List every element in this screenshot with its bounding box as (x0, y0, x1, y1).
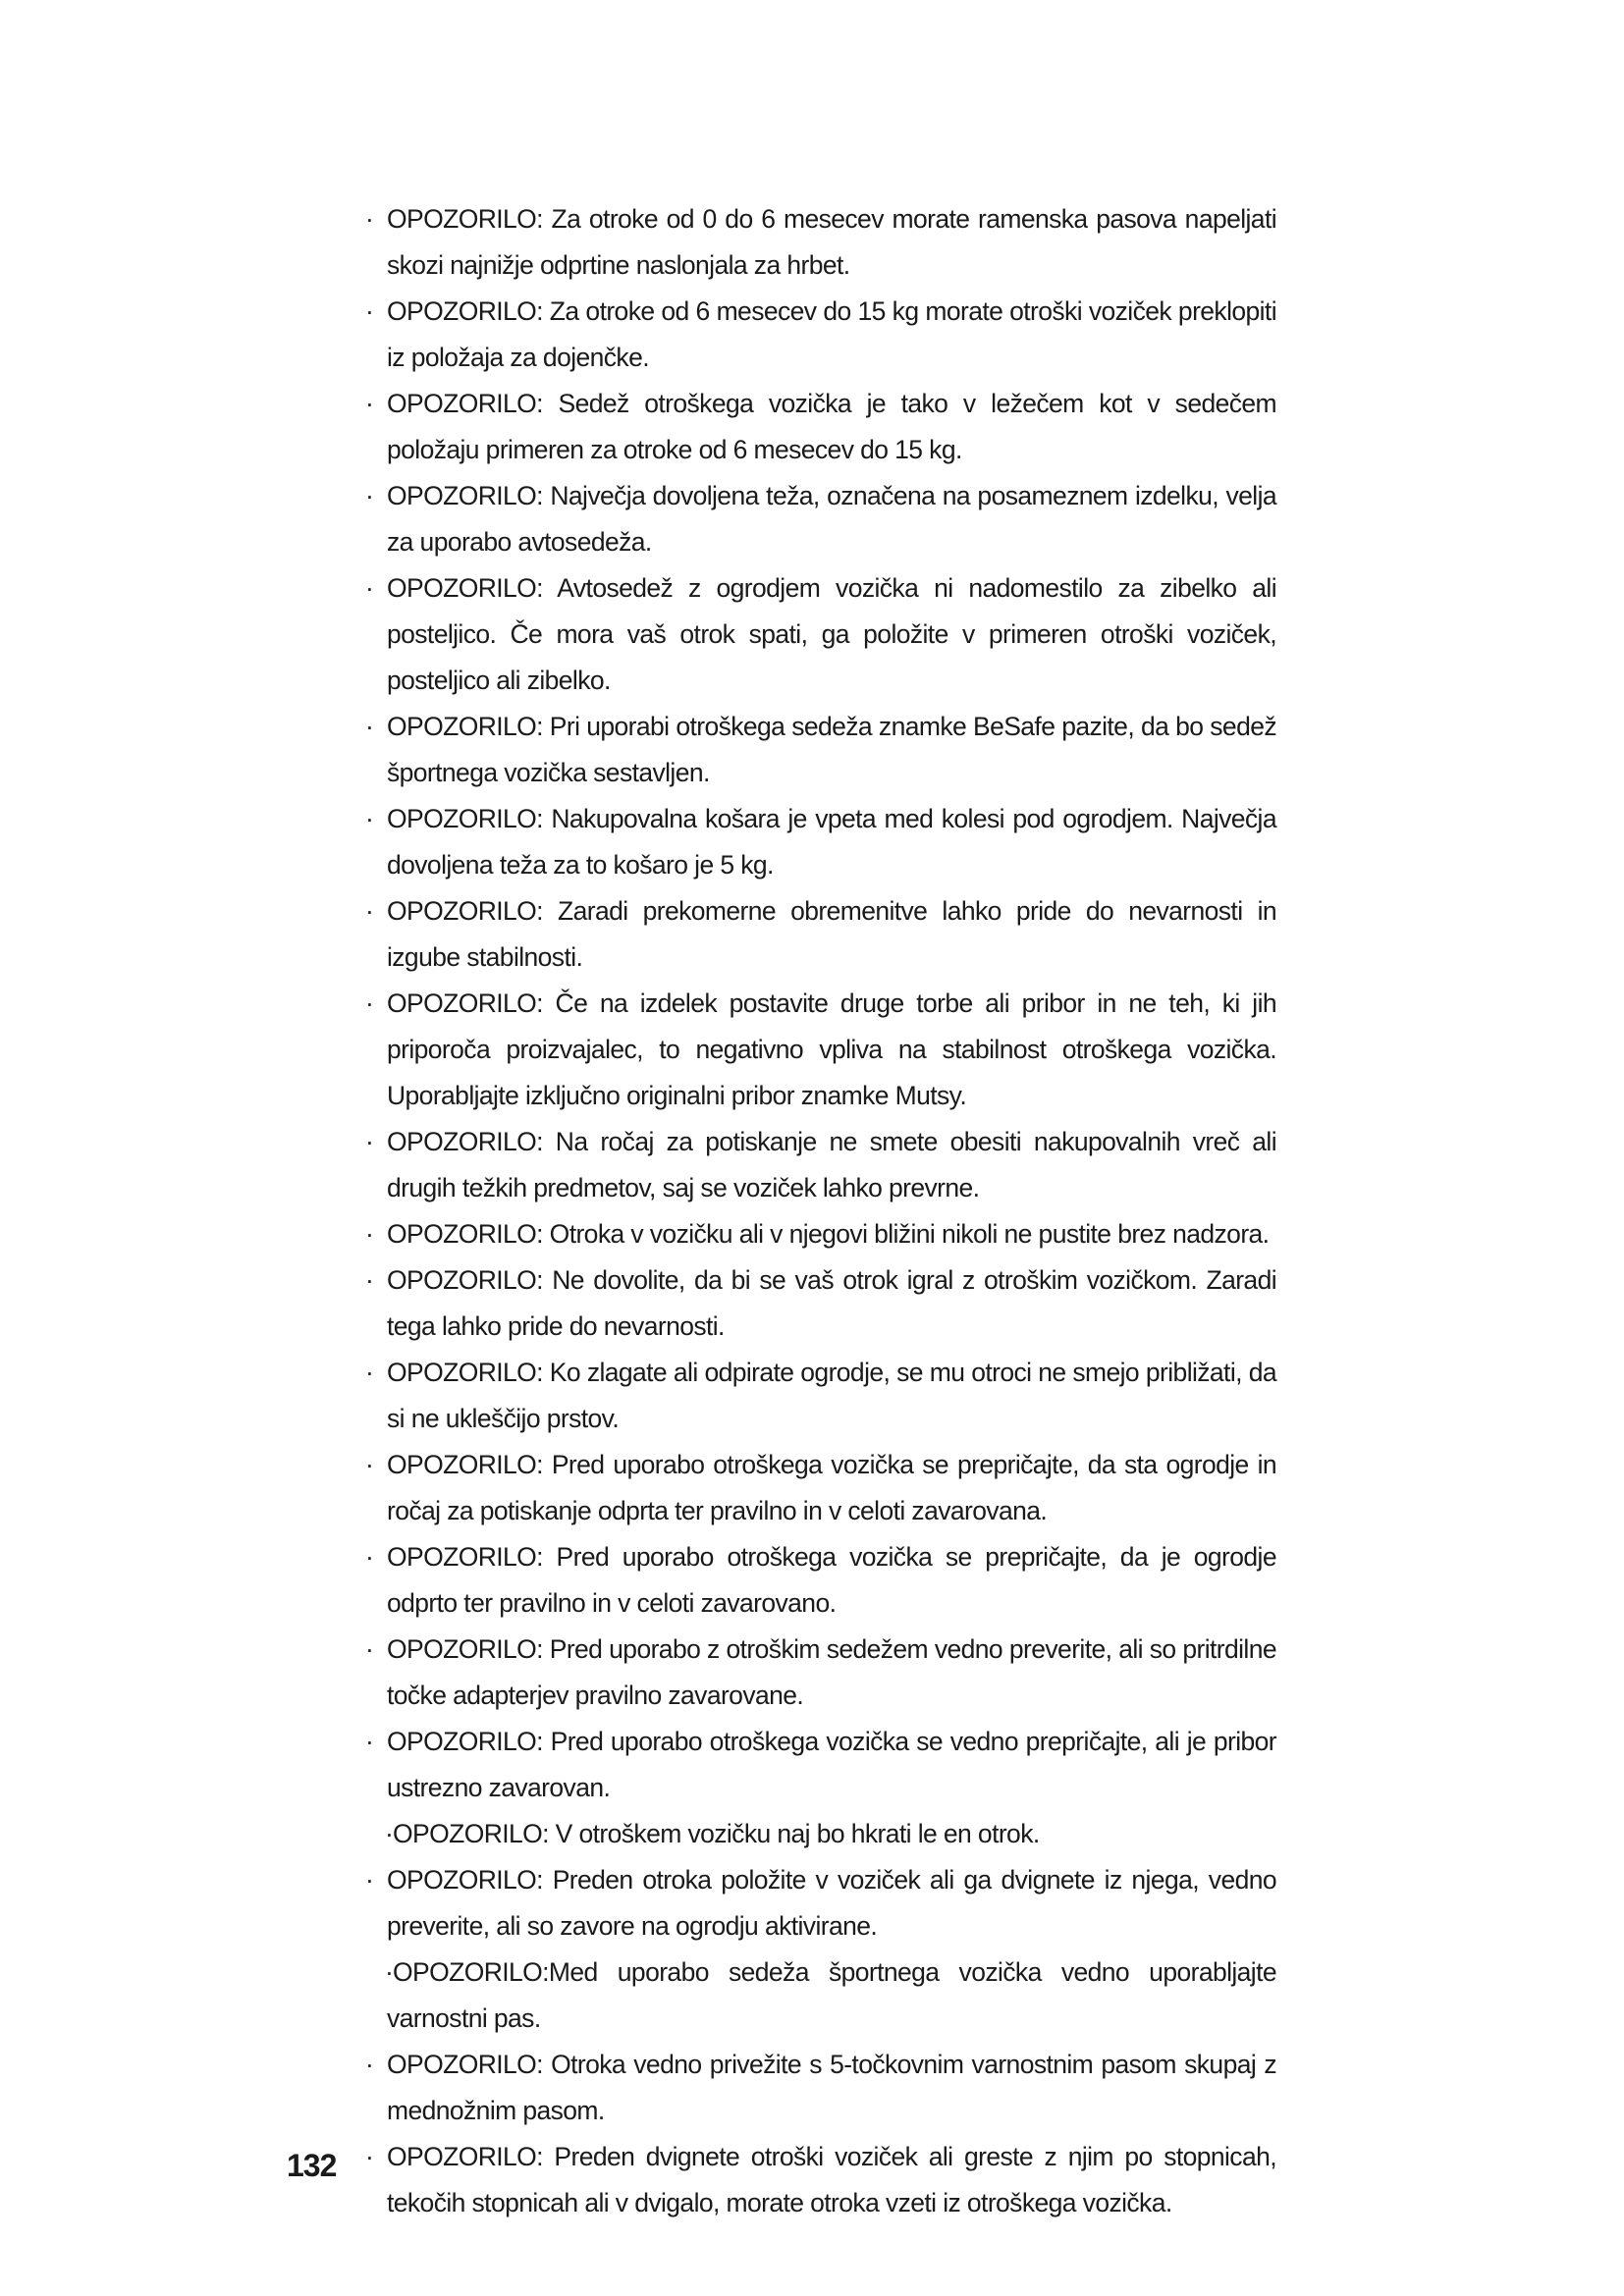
warning-text: OPOZORILO: Če na izdelek postavite druge torbe ali pribor in ne teh, ki jih priporoča proizvajalec, to negativno vpliva na stabilnost otroškega vozička. Uporabljajte izključno originalni pribor znamke Mutsy. (387, 988, 1276, 1110)
warning-item (365, 1811, 1276, 1857)
bullet-icon: · (365, 1634, 374, 1664)
bullet-icon: · (365, 1219, 374, 1249)
bullet-icon: · (365, 1265, 374, 1295)
warning-text: OPOZORILO: Preden otroka položite v voziček ali ga dvignete iz njega, vedno preverite, ali so zavore na ogrodju aktivirane. (387, 1865, 1276, 1941)
warning-item (365, 1442, 1276, 1534)
warning-item (365, 2134, 1276, 2226)
warning-item (365, 1350, 1276, 1442)
warning-text: OPOZORILO: Otroka v vozičku ali v njegovi bližini nikoli ne pustite brez nadzora. (387, 1219, 1270, 1249)
warning-text: OPOZORILO: Preden dvignete otroški voziček ali greste z njim po stopnicah, tekočih stopnicah ali v dvigalo, morate otroka vzeti iz otroškega vozička. (387, 2142, 1276, 2217)
bullet-icon: · (365, 1542, 374, 1572)
warning-item (365, 796, 1276, 888)
warning-text: OPOZORILO: Na ročaj za potiskanje ne smete obesiti nakupovalnih vreč ali drugih težkih predmetov, saj se voziček lahko prevrne. (387, 1127, 1276, 1202)
bullet-icon: · (365, 988, 374, 1018)
warning-text: OPOZORILO: Nakupovalna košara je vpeta med kolesi pod ogrodjem. Največja dovoljena teža za to košaro je 5 kg. (387, 804, 1276, 880)
bullet-icon: · (365, 296, 374, 326)
warning-text: OPOZORILO: Zaradi prekomerne obremenitve lahko pride do nevarnosti in izgube stabilnosti. (387, 896, 1276, 972)
warning-item (365, 1257, 1276, 1350)
warning-item (365, 381, 1276, 473)
bullet-icon: · (365, 1127, 374, 1156)
bullet-icon: · (385, 1957, 394, 1987)
bullet-icon: · (365, 1450, 374, 1479)
warning-text: OPOZORILO: Otroka vedno privežite s 5-točkovnim varnostnim pasom skupaj z mednožnim pasom. (387, 2050, 1276, 2125)
bullet-icon: · (365, 573, 374, 603)
warning-item (365, 888, 1276, 981)
warning-item (365, 565, 1276, 704)
page-content (365, 196, 1276, 2226)
warning-item (365, 1857, 1276, 1949)
warning-text: OPOZORILO: Pred uporabo otroškega vozička se prepričajte, da sta ogrodje in ročaj za potiskanje odprta ter pravilno in v celoti zavarovana. (387, 1450, 1276, 1525)
warning-text: OPOZORILO: V otroškem vozičku naj bo hkrati le en otrok. (393, 1819, 1040, 1848)
warning-text: OPOZORILO: Za otroke od 0 do 6 mesecev morate ramenska pasova napeljati skozi najnižje odprtine naslonjala za hrbet. (387, 204, 1276, 280)
warning-text: OPOZORILO: Pred uporabo otroškega vozička se prepričajte, da je ogrodje odprto ter pravilno in v celoti zavarovano. (387, 1542, 1276, 1618)
warning-item (365, 1949, 1276, 2042)
bullet-icon: · (365, 2142, 374, 2171)
bullet-icon: · (365, 804, 374, 833)
warning-item (365, 1534, 1276, 1627)
bullet-icon: · (365, 389, 374, 418)
warning-text: OPOZORILO: Pred uporabo z otroškim sedežem vedno preverite, ali so pritrdilne točke adapterjev pravilno zavarovane. (387, 1634, 1276, 1710)
bullet-icon: · (365, 481, 374, 510)
warning-item (365, 1719, 1276, 1811)
warning-item (365, 473, 1276, 565)
warning-item (365, 1211, 1276, 1257)
bullet-icon: · (365, 1727, 374, 1756)
bullet-icon: · (365, 712, 374, 741)
warning-item (365, 196, 1276, 289)
page-number: 132 (287, 2148, 337, 2183)
bullet-icon: · (365, 896, 374, 926)
warning-text: OPOZORILO: Največja dovoljena teža, označena na posameznem izdelku, velja za uporabo avtosedeža. (387, 481, 1276, 557)
bullet-icon: · (365, 2050, 374, 2079)
warning-item (365, 2042, 1276, 2134)
warning-list (365, 196, 1276, 2226)
bullet-icon: · (385, 1819, 394, 1848)
bullet-icon: · (365, 1358, 374, 1387)
warning-text: OPOZORILO: Za otroke od 6 mesecev do 15 kg morate otroški voziček preklopiti iz položaja za dojenčke. (387, 296, 1276, 372)
warning-item (365, 1119, 1276, 1211)
warning-item (365, 1627, 1276, 1719)
warning-text: OPOZORILO:Med uporabo sedeža športnega vozička vedno uporabljajte varnostni pas. (387, 1957, 1276, 2033)
bullet-icon: · (365, 204, 374, 234)
warning-text: OPOZORILO: Ne dovolite, da bi se vaš otrok igral z otroškim vozičkom. Zaradi tega lahko pride do nevarnosti. (387, 1265, 1276, 1341)
warning-text: OPOZORILO: Sedež otroškega vozička je tako v ležečem kot v sedečem položaju primeren za otroke od 6 mesecev do 15 kg. (387, 389, 1276, 464)
bullet-icon: · (365, 1865, 374, 1895)
warning-text: OPOZORILO: Pri uporabi otroškega sedeža znamke BeSafe pazite, da bo sedež športnega vozička sestavljen. (387, 712, 1276, 787)
warning-item (365, 289, 1276, 381)
warning-text: OPOZORILO: Ko zlagate ali odpirate ogrodje, se mu otroci ne smejo približati, da si ne ukleščijo prstov. (387, 1358, 1276, 1433)
warning-item (365, 704, 1276, 796)
warning-item (365, 981, 1276, 1119)
warning-text: OPOZORILO: Avtosedež z ogrodjem vozička ni nadomestilo za zibelko ali posteljico. Če mora vaš otrok spati, ga položite v primeren otroški voziček, posteljico ali zibelko. (387, 573, 1276, 695)
warning-text: OPOZORILO: Pred uporabo otroškega vozička se vedno prepričajte, ali je pribor ustrezno zavarovan. (387, 1727, 1276, 1802)
